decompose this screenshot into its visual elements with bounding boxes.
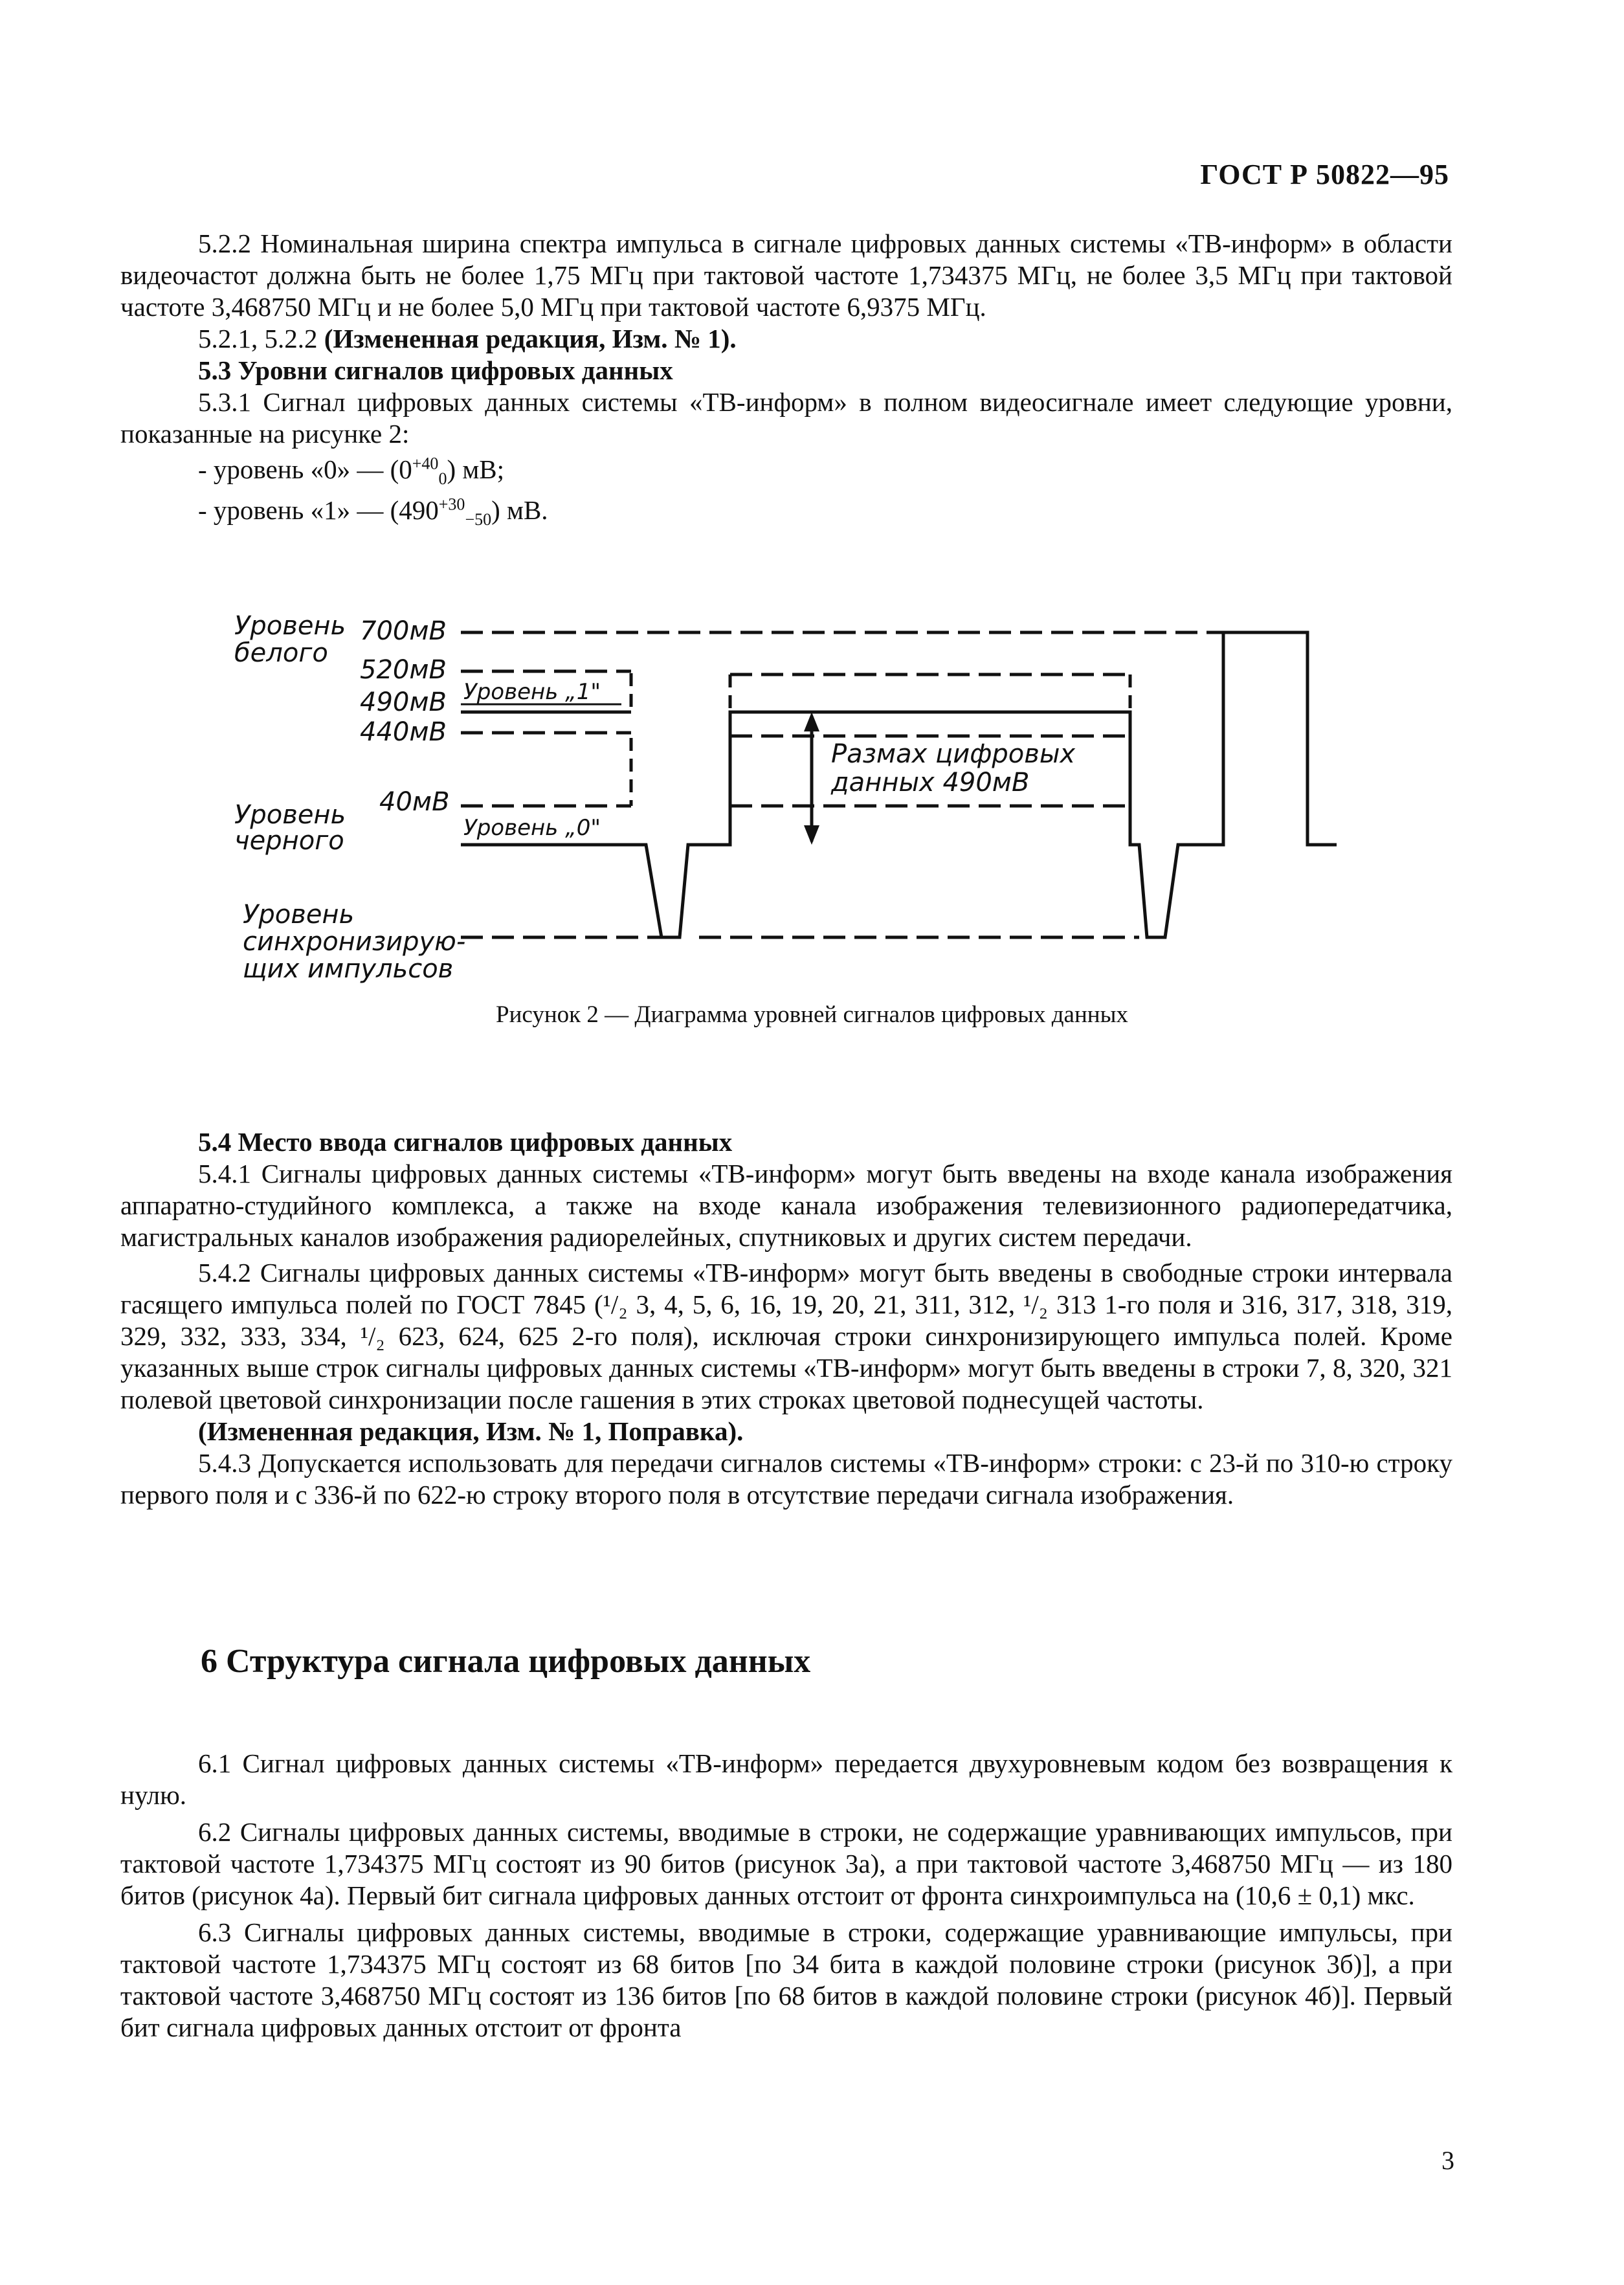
label-sync-1: Уровень: [243, 900, 355, 930]
level-0-suffix: ) мВ;: [447, 454, 505, 484]
label-swing-2: данных 490мВ: [831, 768, 1030, 797]
changed-ref: 5.2.1, 5.2.2: [198, 324, 324, 353]
level-1-sup: +30: [438, 495, 465, 514]
label-level-0: Уровень „0": [463, 815, 601, 841]
heading-5-3: 5.3 Уровни сигналов цифровых данных: [198, 355, 673, 385]
level-0-prefix: - уровень «0» — (0: [198, 454, 412, 484]
changed-note: (Измененная редакция, Изм. № 1).: [324, 324, 737, 353]
figure-caption: Рисунок 2 — Диаграмма уровней сигналов цифровых данных: [496, 1001, 1128, 1028]
label-440mv: 440мВ: [360, 717, 447, 747]
level-1-prefix: - уровень «1» — (490: [198, 495, 439, 525]
section-6-title: 6 Структура сигнала цифровых данных: [201, 1643, 811, 1680]
label-490mv: 490мВ: [360, 687, 447, 717]
paragraph-5-3-1: 5.3.1 Сигнал цифровых данных системы «ТВ-информ» в полном видеосигнале имеет следующие уровни, показанные на рисунке 2:: [120, 387, 1452, 449]
text-block-middle: [120, 1126, 1452, 1511]
document-header: ГОСТ Р 50822—95: [1200, 159, 1449, 190]
label-sync-3: щих импульсов: [243, 954, 454, 984]
label-level-1: Уровень „1": [463, 679, 601, 705]
paragraph-6-3: 6.3 Сигналы цифровых данных системы, вводимые в строки, содержащие уравнивающие импульсы, при тактовой частоте 1,734375 МГц состоят из 68 битов [по 34 бита в каждой половине строки (рисунок 3б)], а при тактовой частоте 3,468750 МГц состоят из 136 битов [по 68 битов в каждой половине строки (рисунок 4б)]. Первый бит сигнала цифровых данных отстоит от фронта: [120, 1917, 1452, 2042]
page-number: 3: [1441, 2146, 1454, 2175]
paragraph-6-2: 6.2 Сигналы цифровых данных системы, вводимые в строки, не содержащие уравнивающих импульсов, при тактовой частоте 1,734375 МГц состоят из 90 битов (рисунок 3а), а при тактовой частоте 3,468750 МГц — из 180 битов (рисунок 4а). Первый бит сигнала цифровых данных отстоит от фронта синхроимпульса на (10,6 ± 0,1) мкс.: [120, 1817, 1452, 1910]
level-0-sup: +40: [412, 454, 439, 473]
paragraph-5-4-2: 5.4.2 Сигналы цифровых данных системы «ТВ-информ» могут быть введены в свободные строки интервала гасящего импульса полей по ГОСТ 7845 (¹/₂ 3, 4, 5, 6, 16, 19, 20, 21, 311, 312, ¹/₂ 313 1-го поля и 316, 317, 318, 319, 329, 332, 333, 334, ¹/₂ 623, 624, 625 2-го поля), исключая строки синхронизирующего импульса полей. Кроме указанных выше строк сигналы цифровых данных системы «ТВ-информ» могут быть введены в строки 7, 8, 320, 321 полевой цветовой синхронизации после гашения в этих строках цветовой поднесущей частоты.: [120, 1258, 1452, 1414]
level-1-sub: −50: [465, 510, 492, 529]
label-white-2: белого: [234, 638, 328, 668]
text-block-lower: [120, 1748, 1452, 2044]
label-40mv: 40мВ: [379, 787, 450, 817]
level-1-suffix: ) мВ.: [491, 495, 548, 525]
heading-5-4: 5.4 Место ввода сигналов цифровых данных: [198, 1127, 733, 1157]
level-0-sub: 0: [438, 469, 447, 489]
label-swing-1: Размах цифровых: [831, 739, 1076, 769]
paragraph-5-2-2: 5.2.2 Номинальная ширина спектра импульса в сигнале цифровых данных системы «ТВ-информ» в области видеочастот должна быть не более 1,75 МГц при тактовой частоте 1,734375 МГц, не более 3,5 МГц при тактовой частоте 3,468750 МГц и не более 5,0 МГц при тактовой частоте 6,9375 МГц.: [120, 229, 1452, 322]
paragraph-6-1: 6.1 Сигнал цифровых данных системы «ТВ-информ» передается двухуровневым кодом без возвращения к нулю.: [120, 1748, 1452, 1810]
paragraph-5-4-3: 5.4.3 Допускается использовать для передачи сигналов системы «ТВ-информ» строки: с 23-й по 310-ю строку первого поля и с 336-й по 622-ю строку второго поля в отсутствие передачи сигнала изображения.: [120, 1448, 1452, 1510]
label-black-2: черного: [234, 826, 344, 856]
paragraph-changed-edition-2: (Измененная редакция, Изм. № 1, Поправка).: [198, 1416, 744, 1446]
label-white-1: Уровень: [234, 611, 346, 641]
paragraph-5-4-1: 5.4.1 Сигналы цифровых данных системы «ТВ-информ» могут быть введены на входе канала изображения аппаратно-студийного комплекса, а также на входе канала изображения телевизионного радиопередатчика, магистральных каналов изображения радиорелейных, спутниковых и других систем передачи.: [120, 1159, 1452, 1252]
signal-levels-diagram: [0, 0, 1624, 1010]
label-520mv: 520мВ: [360, 655, 447, 685]
label-sync-2: синхронизирую-: [243, 927, 466, 957]
label-700mv: 700мВ: [360, 616, 447, 646]
label-black-1: Уровень: [234, 800, 346, 830]
